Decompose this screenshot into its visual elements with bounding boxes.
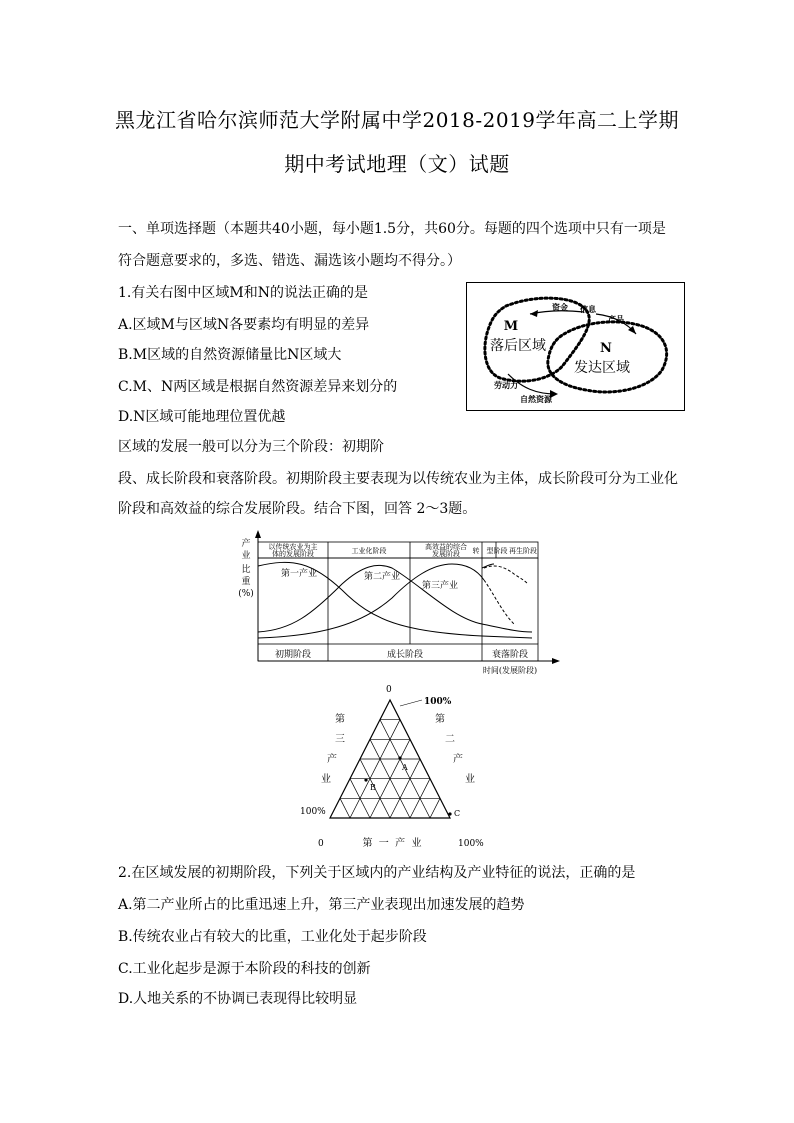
- flow-label-capital: 资金: [552, 302, 568, 312]
- right-axis-label: [435, 712, 475, 785]
- region-m-label: 落后区域: [490, 338, 546, 354]
- point-b-label: B: [370, 783, 376, 792]
- question-1-option-c: C.M、N两区域是根据自然资源差异来划分的: [118, 379, 398, 395]
- region-n-letter: N: [600, 341, 612, 356]
- svg-text:二: 二: [445, 734, 455, 745]
- svg-text:业: 业: [241, 551, 251, 561]
- question-2-option-c: C.工业化起步是源于本阶段的科技的创新: [118, 961, 371, 977]
- question-2-option-b: B.传统农业占有较大的比重，工业化处于起步阶段: [118, 929, 427, 945]
- curve-label-tertiary: 第三产业: [421, 581, 459, 591]
- point-b-marker: [364, 778, 367, 781]
- point-a-label: A: [402, 763, 408, 772]
- svg-text:(%): (%): [238, 589, 254, 599]
- point-a-marker: [398, 756, 401, 759]
- x-axis-label: 时间(发展阶段): [482, 666, 538, 675]
- svg-text:业: 业: [321, 774, 331, 785]
- bottom-stage-growth: 成长阶段: [386, 650, 424, 660]
- curve-label-secondary: 第二产业: [363, 572, 401, 582]
- question-2-option-a: A.第二产业所占的比重迅速上升，第三产业表现出加速发展的趋势: [118, 897, 525, 913]
- intro-line-3: 阶段和高效益的综合发展阶段。结合下图，回答 2～3题。: [118, 501, 477, 517]
- tick-top-right-100: 100%: [424, 697, 452, 707]
- svg-text:业: 业: [465, 774, 475, 785]
- ternary-grid-line: [350, 720, 400, 818]
- svg-text:第: 第: [335, 714, 345, 725]
- svg-text:产: 产: [453, 754, 463, 765]
- stage-label-transition-1: 转: [472, 547, 480, 555]
- left-axis-label: [321, 712, 345, 785]
- svg-text:产: 产: [327, 754, 337, 765]
- question-2-option-d: D.人地关系的不协调已表现得比较明显: [118, 991, 358, 1007]
- industry-stage-chart: [232, 528, 562, 678]
- tick-bottom-zero: 0: [318, 839, 324, 848]
- stage-label-transition-2: 型阶段: [486, 547, 508, 555]
- stage-label-industrialization: 工业化阶段: [351, 547, 387, 555]
- bottom-axis-label: 第 一 产 业: [362, 838, 422, 848]
- page-title-line-1: 黑龙江省哈尔滨师范大学附属中学2018-2019学年高二上学期: [114, 108, 680, 132]
- stage-label-traditional-2: 体的发展阶段: [272, 550, 314, 558]
- question-1-stem: 1.有关右图中区域M和N的说法正确的是: [118, 285, 368, 301]
- x-axis-arrow-icon: [552, 658, 560, 664]
- stage-label-integrated-2: 发展阶段: [432, 550, 460, 558]
- svg-text:重: 重: [241, 577, 251, 587]
- point-c-marker: [448, 812, 451, 815]
- flow-label-resources: 自然资源: [520, 394, 552, 404]
- ternary-grid-line: [430, 798, 440, 818]
- region-mn-figure: [466, 282, 686, 412]
- flow-label-information: 信息: [580, 304, 596, 314]
- stage-label-traditional-1: 以传统农业为主: [268, 543, 318, 551]
- section-heading-line-2: 符合题意要求的，多选、错选、漏选该小题均不得分。）: [118, 253, 461, 269]
- region-n-label: 发达区域: [574, 360, 630, 376]
- question-1-option-a: A.区域M与区域N各要素均有明显的差异: [118, 317, 370, 333]
- flow-label-product: 产品: [608, 314, 624, 324]
- stage-label-regeneration: 再生阶段: [509, 547, 537, 555]
- stage-label-integrated-1: 高效益的综合: [425, 543, 467, 551]
- point-c-label: C: [454, 809, 461, 818]
- region-m-letter: M: [503, 319, 519, 334]
- question-2-stem: 2.在区域发展的初期阶段，下列关于区域内的产业结构及产业特征的说法，正确的是: [118, 865, 636, 881]
- curve-label-primary: 第一产业: [280, 569, 318, 579]
- flow-label-labor: 劳动力: [494, 380, 518, 390]
- svg-text:三: 三: [335, 734, 345, 745]
- y-axis-label: [238, 537, 254, 599]
- svg-text:比: 比: [241, 565, 251, 575]
- svg-text:产: 产: [241, 539, 251, 549]
- question-1-option-b: B.M区域的自然资源储量比N区域大: [118, 347, 342, 363]
- section-heading-line-1: 一、单项选择题（本题共40小题，每小题1.5分，共60分。每题的四个选项中只有一项是: [118, 221, 666, 237]
- tick-top-zero: 0: [386, 685, 392, 695]
- intro-line-1: 区域的发展一般可以分为三个阶段：初期阶: [118, 439, 384, 455]
- svg-text:第: 第: [435, 714, 445, 725]
- y-axis-arrow-icon: [255, 530, 261, 538]
- regeneration-curve-dashed: [484, 566, 528, 584]
- tick-bottom-100: 100%: [458, 839, 484, 848]
- bottom-stage-decline: 衰落阶段: [491, 650, 529, 660]
- ternary-industry-diagram: [300, 680, 490, 848]
- ternary-grid-line: [340, 798, 350, 818]
- tick-left-100: 100%: [300, 807, 326, 817]
- intro-line-2: 段、成长阶段和衰落阶段。初期阶段主要表现为以传统农业为主体，成长阶段可分为工业化: [118, 471, 678, 487]
- bottom-stage-initial: 初期阶段: [274, 650, 312, 660]
- page-title-line-2: 期中考试地理（文）试题: [284, 152, 510, 176]
- tertiary-industry-curve-dashed: [484, 580, 514, 624]
- secondary-industry-curve-decline: [482, 624, 532, 632]
- question-1-option-d: D.N区域可能地理位置优越: [118, 409, 286, 425]
